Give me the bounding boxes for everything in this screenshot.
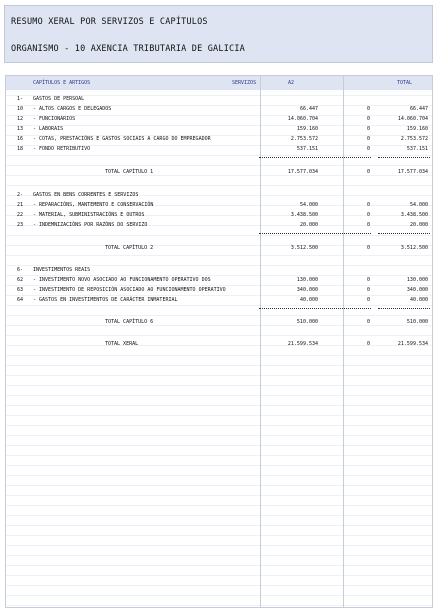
row-zero-value: 0 (366, 297, 370, 303)
row-total-label: TOTAL CAPÍTULO 2 (105, 245, 154, 251)
row-total-value: 66.447 (409, 106, 428, 112)
row-zero-value: 0 (366, 126, 370, 132)
row-total-value: 159.160 (406, 126, 428, 132)
row-zero-value: 0 (366, 287, 370, 293)
row-zero-value: 0 (366, 245, 370, 251)
row-a2-value: 130.000 (296, 277, 318, 283)
row-code: 64 (17, 297, 24, 303)
row-label: - INDEMNIZACIÓNS POR RAZÓNS DO SERVIZO (33, 222, 148, 228)
row-zero-value: 0 (366, 202, 370, 208)
row-a2-value: 2.753.572 (290, 136, 318, 142)
row-code: 21 (17, 202, 24, 208)
row-code: 12 (17, 116, 24, 122)
row-total-value: 340.000 (406, 287, 428, 293)
row-a2-value: 537.151 (296, 146, 318, 152)
row-a2-value: 3.438.500 (290, 212, 318, 218)
row-zero-value: 0 (366, 222, 370, 228)
row-zero-value: 0 (366, 106, 370, 112)
row-code: 23 (17, 222, 24, 228)
row-a2-value: 14.060.704 (287, 116, 318, 122)
organism-title: ORGANISMO - 10 AXENCIA TRIBUTARIA DE GALICIA (11, 44, 245, 54)
row-total-value: 510.000 (406, 319, 428, 325)
row-label: GASTOS EN BENS CORRENTES E SERVIZOS (33, 192, 139, 198)
subtotal-dotted-rule (316, 308, 371, 309)
subtotal-dotted-rule (316, 233, 371, 234)
row-a2-value: 66.447 (299, 106, 318, 112)
subtotal-dotted-rule (316, 157, 371, 158)
row-code: 63 (17, 287, 24, 293)
column-divider (260, 76, 261, 607)
row-zero-value: 0 (366, 277, 370, 283)
row-total-label: TOTAL CAPÍTULO 1 (105, 169, 154, 175)
row-a2-value: 40.000 (299, 297, 318, 303)
row-a2-value: 54.000 (299, 202, 318, 208)
row-a2-value: 20.000 (299, 222, 318, 228)
row-code: 16 (17, 136, 24, 142)
row-total-value: 54.000 (409, 202, 428, 208)
row-label: - ALTOS CARGOS E DELEGADOS (33, 106, 112, 112)
column-header-chapters: CAPÍTULOS E ARTIGOS (33, 80, 91, 86)
row-label: - GASTOS EN INVESTIMENTOS DE CARÁCTER INMATERIAL (33, 297, 178, 303)
row-total-value: 3.438.500 (400, 212, 428, 218)
row-code: 6- (17, 267, 24, 273)
column-header-a2: A2 (288, 80, 295, 86)
row-total-value: 3.512.500 (400, 245, 428, 251)
row-code: 2- (17, 192, 24, 198)
row-label: - FONDO RETRIBUTIVO (33, 146, 91, 152)
row-zero-value: 0 (366, 341, 370, 347)
row-label: - LABORAIS (33, 126, 64, 132)
row-zero-value: 0 (366, 212, 370, 218)
row-total-value: 40.000 (409, 297, 428, 303)
row-a2-value: 21.599.534 (287, 341, 318, 347)
row-zero-value: 0 (366, 319, 370, 325)
row-code: 13 (17, 126, 24, 132)
row-total-value: 2.753.572 (400, 136, 428, 142)
row-label: - INVESTIMENTO DE REPOSICIÓN ASOCIADO AO FUNCIONAMENTO OPERATIVO (33, 287, 226, 293)
row-zero-value: 0 (366, 146, 370, 152)
subtotal-dotted-rule (378, 308, 430, 309)
row-label: GASTOS DE PERSOAL (33, 96, 85, 102)
row-zero-value: 0 (366, 116, 370, 122)
row-total-value: 537.151 (406, 146, 428, 152)
row-label: - REPARACIÓNS, MANTEMENTO E CONSERVACIÓN (33, 202, 154, 208)
row-total-value: 20.000 (409, 222, 428, 228)
row-a2-value: 3.512.500 (290, 245, 318, 251)
report-title: RESUMO XERAL POR SERVIZOS E CAPÍTULOS (11, 17, 208, 27)
row-label: INVESTIMENTOS REAIS (33, 267, 91, 273)
row-code: 62 (17, 277, 24, 283)
row-total-value: 17.577.034 (397, 169, 428, 175)
column-header-services: SERVIZOS (232, 80, 257, 86)
column-header-total: TOTAL (397, 80, 413, 86)
row-total-label: TOTAL CAPÍTULO 6 (105, 319, 154, 325)
row-zero-value: 0 (366, 136, 370, 142)
row-total-value: 14.060.704 (397, 116, 428, 122)
row-code: 1- (17, 96, 24, 102)
report-header (4, 5, 433, 63)
row-total-value: 130.000 (406, 277, 428, 283)
summary-table (5, 75, 433, 608)
row-a2-value: 17.577.034 (287, 169, 318, 175)
subtotal-dotted-rule (378, 233, 430, 234)
row-a2-value: 510.000 (296, 319, 318, 325)
row-a2-value: 340.000 (296, 287, 318, 293)
row-label: - MATERIAL, SUBMINISTRACIÓNS E OUTROS (33, 212, 145, 218)
row-zero-value: 0 (366, 169, 370, 175)
row-total-value: 21.599.534 (397, 341, 428, 347)
row-code: 10 (17, 106, 24, 112)
row-code: 18 (17, 146, 24, 152)
row-a2-value: 159.160 (296, 126, 318, 132)
row-label: - INVESTIMENTO NOVO ASOCIADO AO FUNCIONAMENTO OPERATIVO DOS (33, 277, 211, 283)
row-label: - FUNCIONARIOS (33, 116, 76, 122)
row-label: - COTAS, PRESTACIÓNS E GASTOS SOCIAIS A CARGO DO EMPREGADOR (33, 136, 211, 142)
row-code: 22 (17, 212, 24, 218)
column-divider (343, 76, 344, 607)
subtotal-dotted-rule (378, 157, 430, 158)
row-total-label: TOTAL XERAL (105, 341, 139, 347)
